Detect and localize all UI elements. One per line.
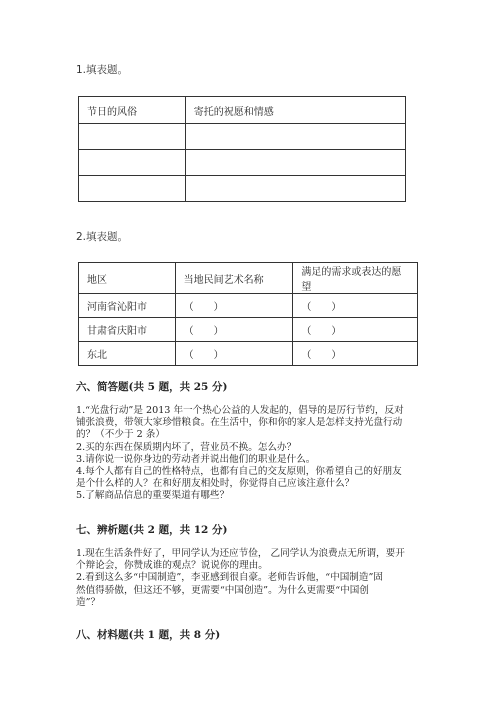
table-row	[79, 294, 418, 318]
table-cell[interactable]	[185, 176, 405, 202]
answer-blank[interactable]: （ ）	[175, 342, 293, 366]
question-line: 个辩论会，你赞成谁的观点？说说你的理由。	[76, 560, 268, 572]
table-row	[79, 342, 418, 366]
question-line: 1.现在生活条件好了，甲同学认为还应节俭， 乙同学认为浪费点无所谓，要开	[76, 548, 405, 559]
answer-blank[interactable]: （ ）	[293, 294, 418, 318]
section-7-body	[76, 548, 448, 609]
table-header-cell: 寄托的祝愿和情感	[185, 97, 405, 124]
question-1-label: 1.填表题。	[76, 64, 129, 76]
question-line: 的？（不少于 2 条）	[76, 429, 165, 441]
table-header-row	[79, 97, 406, 124]
table-header-cell: 地区	[79, 263, 176, 294]
answer-blank[interactable]: （ ）	[293, 342, 418, 366]
table-cell[interactable]	[79, 150, 186, 176]
question-line: 2.买的东西在保质期内坏了，营业员不换。怎么办？	[76, 441, 297, 453]
table-row	[79, 176, 406, 202]
question-line: 1.“光盘行动”是 2013 年一个热心公益的人发起的，倡导的是厉行节约，反对	[76, 405, 404, 416]
question-2-label: 2.填表题。	[76, 231, 129, 243]
answer-blank[interactable]: （ ）	[175, 294, 293, 318]
question-line: 3.请你说一说你身边的劳动者并说出他们的职业是什么。	[76, 453, 316, 465]
region-cell: 甘肃省庆阳市	[79, 318, 176, 342]
section-7-title: 七、辨析题(共 2 题，共 12 分)	[76, 524, 228, 536]
question-line: 5.了解商品信息的重要渠道有哪些？	[76, 490, 230, 502]
region-cell: 河南省沁阳市	[79, 294, 176, 318]
question-line: 然值得骄傲，但这还不够，更需要“中国创造”。为什么更需要“中国创	[76, 584, 369, 596]
table-header-cell: 满足的需求或表达的愿望	[293, 263, 418, 294]
table-cell[interactable]	[79, 124, 186, 150]
table-row	[79, 150, 406, 176]
section-6-title: 六、简答题(共 5 题，共 25 分)	[76, 381, 228, 393]
answer-blank[interactable]: （ ）	[175, 318, 293, 342]
question-line: 2.看到这么多“中国制造”，李亚感到很自豪。老师告诉他，“中国制造”固	[76, 572, 383, 584]
festival-customs-table	[78, 96, 406, 202]
question-line: 是个什么样的人？在和好朋友相处时，你觉得自己应该注意什么？	[76, 478, 355, 490]
table-cell[interactable]	[185, 124, 405, 150]
answer-blank[interactable]: （ ）	[293, 318, 418, 342]
table-row	[79, 124, 406, 150]
region-cell: 东北	[79, 342, 176, 366]
question-line: 铺张浪费，带领大家珍惜粮食。在生活中，你和你的家人是怎样支持光盘行动	[76, 417, 403, 429]
section-6-body	[76, 405, 448, 503]
question-line: 造”？	[76, 596, 101, 608]
folk-art-table	[78, 262, 418, 366]
section-8-title: 八、材料题(共 1 题，共 8 分)	[76, 629, 221, 641]
table-row	[79, 318, 418, 342]
question-line: 4.每个人都有自己的性格特点，也都有自己的交友原则，你希望自己的好朋友	[76, 466, 402, 478]
table-cell[interactable]	[185, 150, 405, 176]
table-header-row	[79, 263, 418, 294]
table-cell[interactable]	[79, 176, 186, 202]
table-header-cell: 节日的风俗	[79, 97, 186, 124]
table-header-cell: 当地民间艺术名称	[175, 263, 293, 294]
